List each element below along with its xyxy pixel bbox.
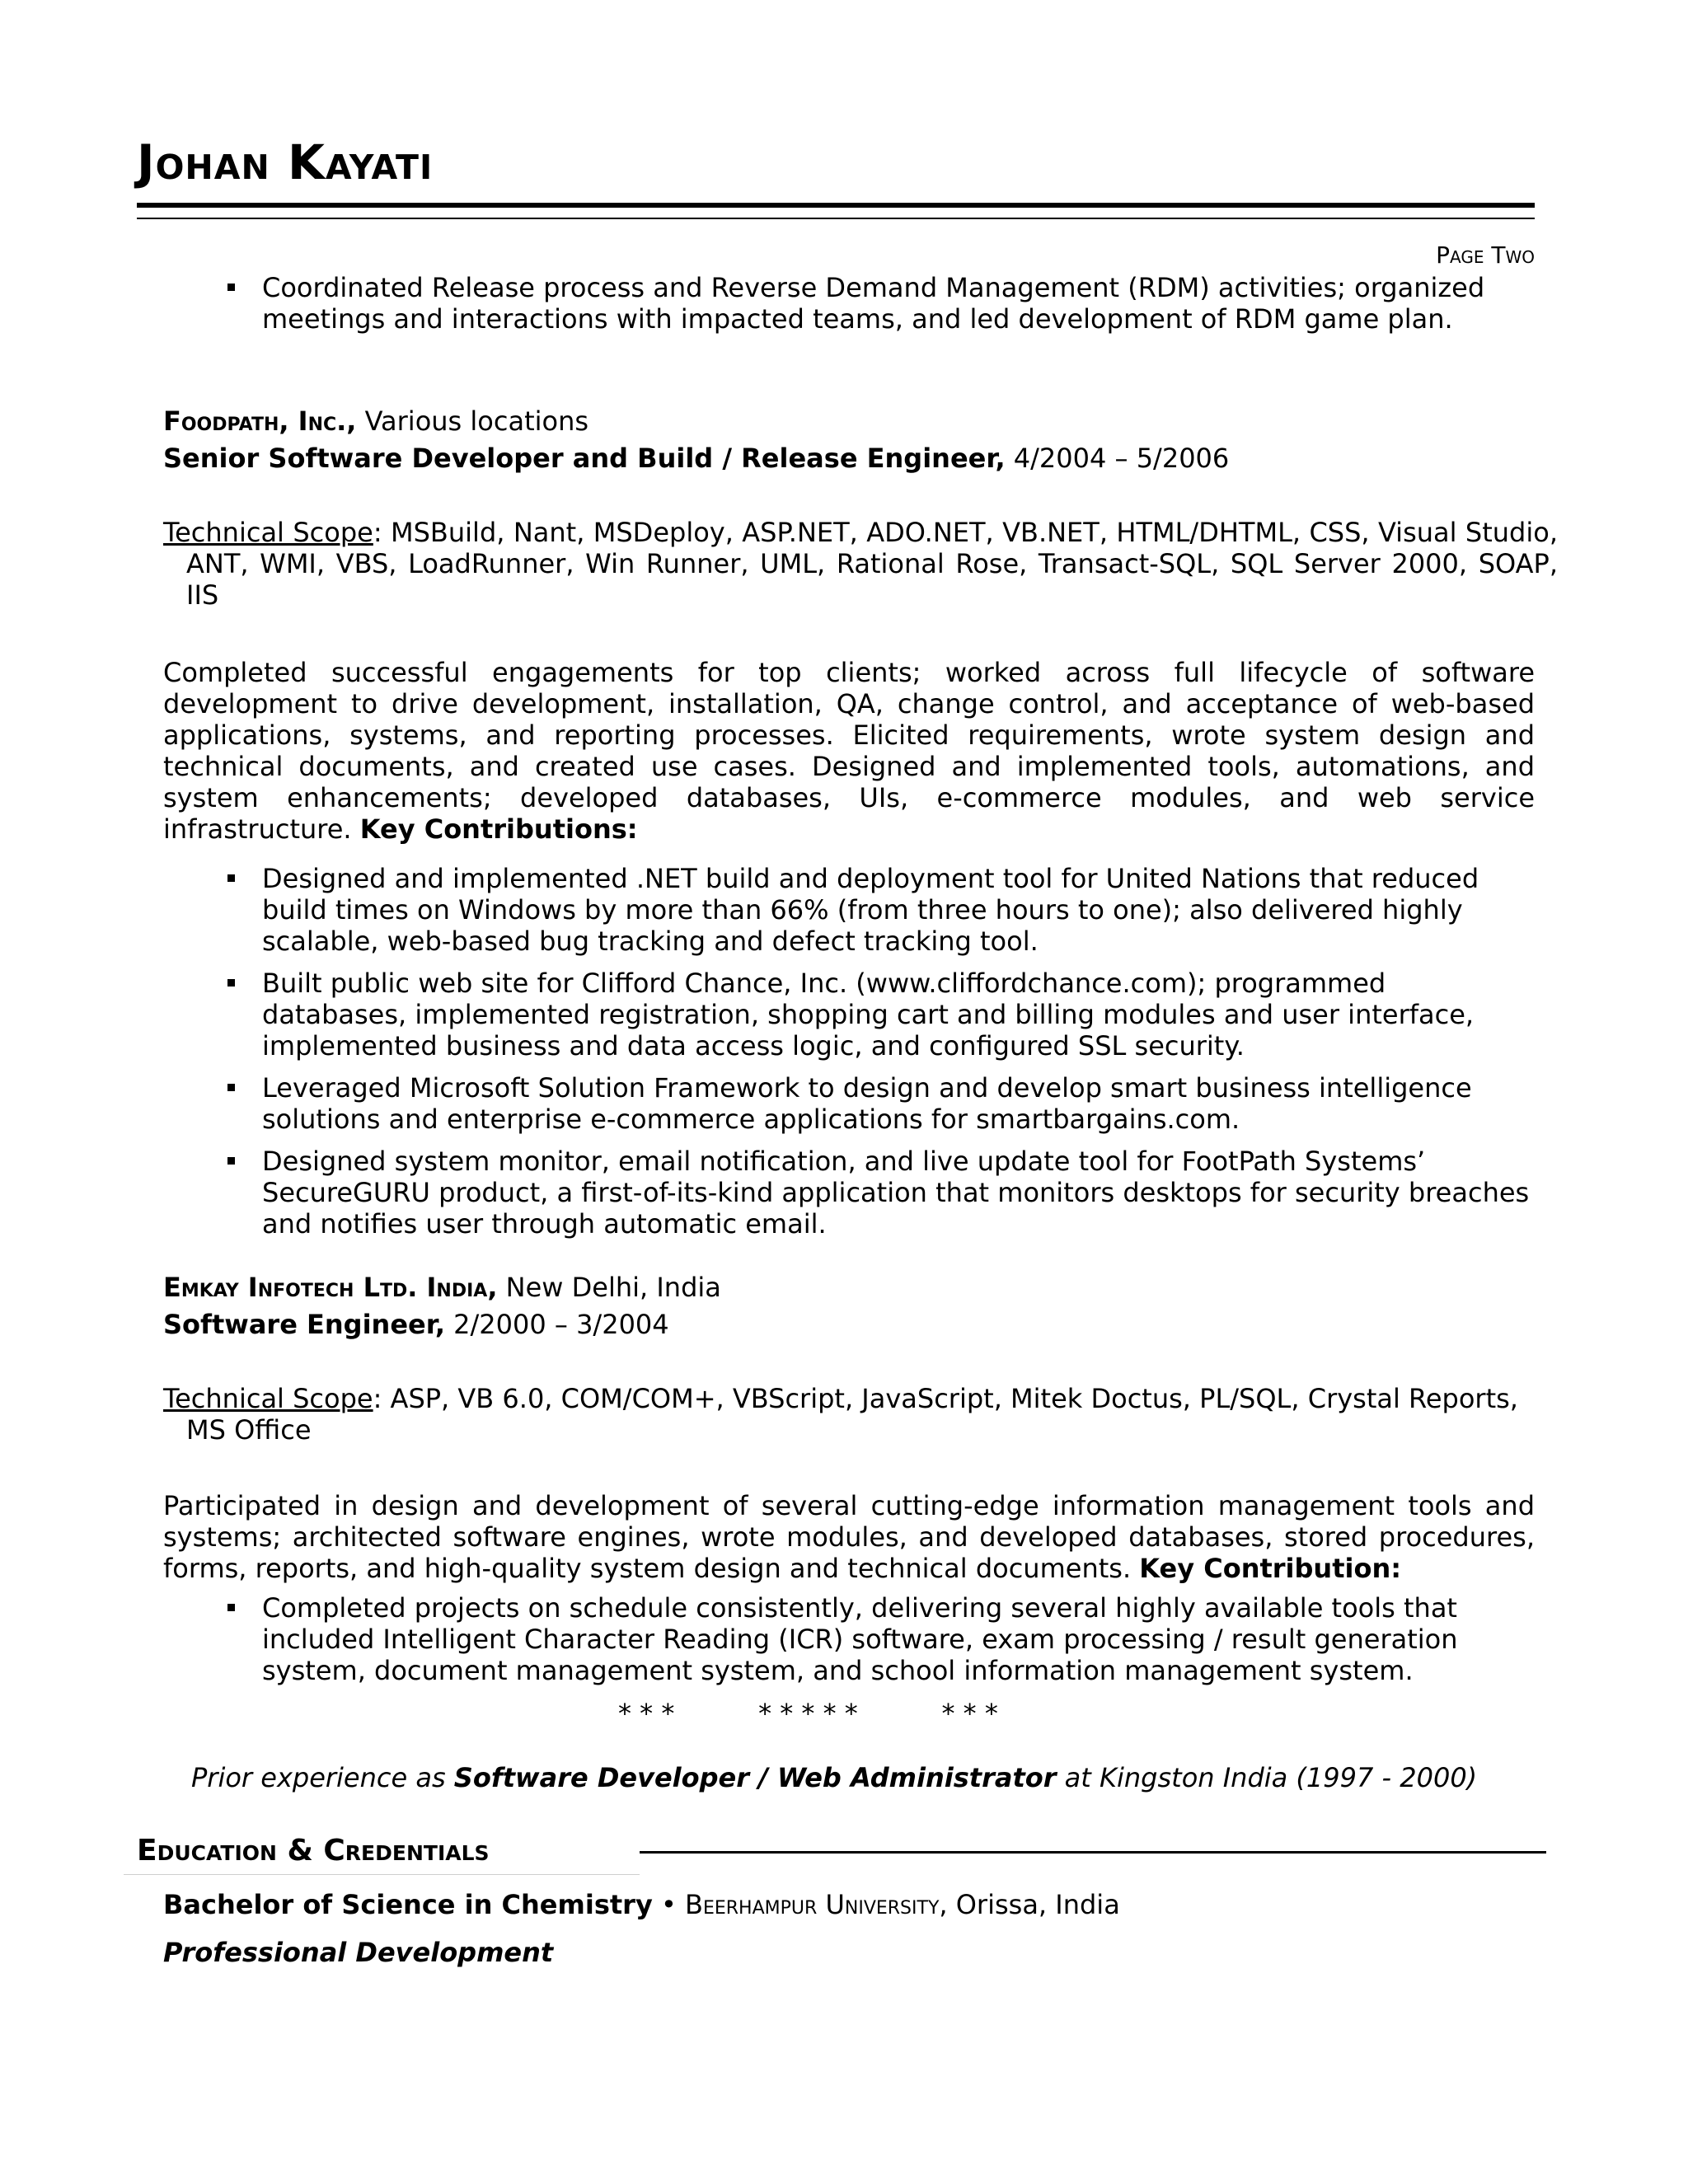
degree-line: [163, 1889, 1120, 1920]
prior-prefix: Prior experience as: [191, 1762, 454, 1793]
summary-text: Participated in design and development of several cutting-edge information management tools and systems; architected software engines, wrote modules, and developed databases, stored procedures, forms, reports, and high-quality system design and technical documents.: [163, 1490, 1535, 1584]
education-rule: [640, 1851, 1546, 1854]
header-rule-thin: [137, 218, 1535, 219]
emkay-bullet-list: [262, 1592, 1535, 1697]
candidate-name: Johan Kayati: [137, 134, 434, 190]
job-title: Senior Software Developer and Build / Release Engineer,: [163, 443, 1006, 474]
emkay-summary: [163, 1490, 1535, 1584]
emkay-company-line: [163, 1272, 721, 1303]
foodpath-company-line: [163, 405, 588, 437]
company-name: Emkay Infotech Ltd. India,: [163, 1272, 498, 1303]
job-dates: 2/2000 – 3/2004: [444, 1309, 669, 1340]
emkay-tech-scope: [163, 1383, 1558, 1446]
key-contribution-label: Key Contribution:: [1139, 1553, 1402, 1584]
list-item: Designed system monitor, email notification, and live update tool for FootPath Systems’ SecureGURU product, a first-of-its-kind application that monitors desktops for security breaches and notifies user through automatic email.: [262, 1146, 1535, 1240]
degree-name: Bachelor of Science in Chemistry: [163, 1889, 653, 1920]
emkay-title-line: [163, 1309, 669, 1340]
prior-role: Software Developer / Web Administrator: [453, 1762, 1057, 1793]
top-bullet-list: [262, 272, 1535, 345]
foodpath-tech-scope: [163, 517, 1558, 611]
company-location: New Delhi, India: [497, 1272, 721, 1303]
school-location: , Orissa, India: [939, 1889, 1120, 1920]
header-rule-thick: [137, 203, 1535, 208]
key-contributions-label: Key Contributions:: [359, 813, 638, 845]
tech-scope-text: : ASP, VB 6.0, COM/COM+, VBScript, JavaScript, Mitek Doctus, PL/SQL, Crystal Reports, MS Office: [186, 1383, 1518, 1446]
company-name: Foodpath, Inc.,: [163, 405, 357, 437]
professional-development-heading: Professional Development: [163, 1937, 554, 1968]
tech-scope-text: : MSBuild, Nant, MSDeploy, ASP.NET, ADO.NET, VB.NET, HTML/DHTML, CSS, Visual Studio, ANT, WMI, VBS, LoadRunner, Win Runner, UML, Rational Rose, Transact-SQL, SQL Server 2000, SOAP, IIS: [186, 517, 1559, 611]
foodpath-summary: [163, 657, 1535, 845]
section-separator: * * * * * * * * * * *: [618, 1698, 998, 1729]
page-label: Page Two: [1436, 241, 1535, 269]
list-item: Designed and implemented .NET build and deployment tool for United Nations that reduced build times on Windows by more than 66% (from three hours to one); also delivered highly scalable, web-based bug tracking and defect tracking tool.: [262, 863, 1535, 957]
list-item: Completed projects on schedule consistently, delivering several highly available tools that included Intelligent Character Reading (ICR) software, exam processing / result generation system, document management system, and school information management system.: [262, 1592, 1535, 1686]
list-item: Leveraged Microsoft Solution Framework to design and develop smart business intelligence solutions and enterprise e-commerce applications for smartbargains.com.: [262, 1072, 1535, 1135]
tech-scope-label: Technical Scope: [163, 517, 373, 548]
tech-scope-label: Technical Scope: [163, 1383, 373, 1414]
education-heading-underline: [124, 1874, 640, 1875]
list-item: Built public web site for Clifford Chance, Inc. (www.cliffordchance.com); programmed databases, implemented registration, shopping cart and billing modules and user interface, implemented business and data access logic, and configured SSL security.: [262, 968, 1535, 1062]
company-location: Various locations: [356, 405, 589, 437]
education-heading: Education & Credentials: [137, 1834, 490, 1868]
prior-suffix: at Kingston India (1997 - 2000): [1056, 1762, 1478, 1793]
summary-text: Completed successful engagements for top clients; worked across full lifecycle of software development to drive development, installation, QA, change control, and acceptance of web-based applications, systems, and reporting processes. Elicited requirements, wrote system design and technical documents, and created use cases. Designed and implemented tools, automations, and system enhancements; developed databases, UIs, e-commerce modules, and web service infrastructure.: [163, 657, 1535, 845]
school-name: Beerhampur University: [685, 1889, 940, 1920]
degree-separator: •: [652, 1889, 686, 1920]
job-dates: 4/2004 – 5/2006: [1005, 443, 1230, 474]
foodpath-title-line: [163, 443, 1229, 474]
prior-experience: [191, 1762, 1477, 1793]
list-item: Coordinated Release process and Reverse Demand Management (RDM) activities; organized meetings and interactions with impacted teams, and led development of RDM game plan.: [262, 272, 1535, 335]
foodpath-bullet-list: [262, 863, 1535, 1250]
job-title: Software Engineer,: [163, 1309, 445, 1340]
